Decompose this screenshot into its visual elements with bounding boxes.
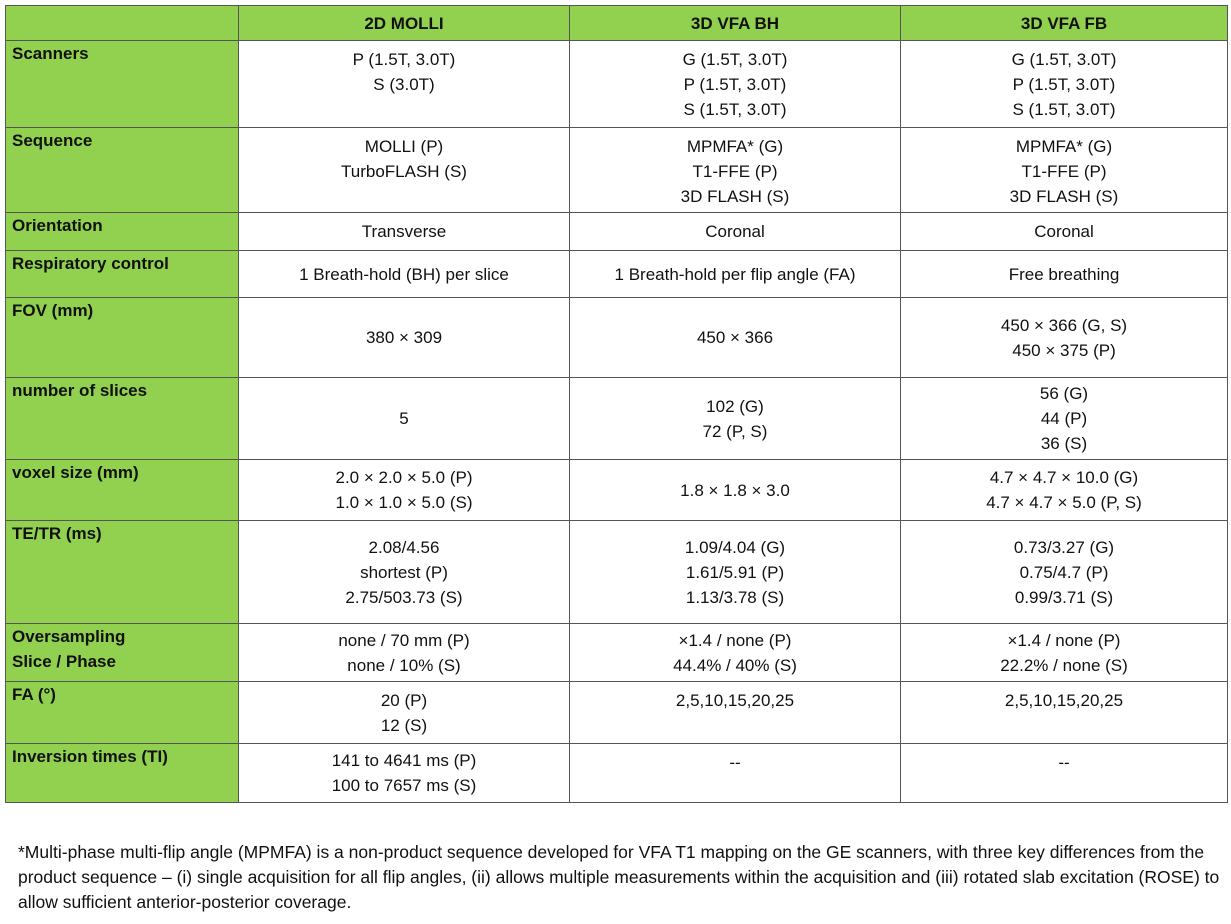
cell-line: 450 × 375 (P) [1012, 340, 1116, 360]
table-cell [239, 298, 570, 378]
row-header-label: Slice / Phase [12, 652, 116, 671]
cell-line: 4.7 × 4.7 × 10.0 (G) [989, 468, 1139, 487]
cell-line: 1 Breath-hold per flip angle (FA) [614, 264, 856, 284]
cell-line: none / 10% (S) [347, 655, 461, 675]
row-header-label: Oversampling [12, 627, 126, 646]
table-cell [570, 251, 901, 298]
cell-line: 2.75/503.73 (S) [345, 587, 463, 607]
table-header-row [6, 6, 1228, 41]
table-cell [570, 624, 901, 682]
cell-line: 450 × 366 [696, 328, 774, 347]
table-cell [901, 298, 1228, 378]
cell-line: MPMFA* (G) [1015, 137, 1113, 156]
table-cell [570, 378, 901, 460]
cell-line: 44 (P) [1040, 409, 1088, 428]
table-cell [239, 624, 570, 682]
cell-line: 380 × 309 [365, 328, 443, 347]
table-cell [901, 128, 1228, 213]
table-cell [239, 744, 570, 803]
table-cell [239, 521, 570, 624]
cell-line: 0.99/3.71 (S) [1014, 587, 1114, 607]
table-cell [570, 744, 901, 803]
table-cell [239, 460, 570, 521]
row-header-cell [6, 624, 239, 682]
cell-line: 141 to 4641 ms (P) [331, 751, 477, 770]
cell-line: 450 × 366 (G, S) [1000, 315, 1128, 335]
row-header-cell [6, 213, 239, 251]
cell-line: TurboFLASH (S) [341, 162, 467, 181]
cell-line: -- [1058, 753, 1070, 772]
cell-line: 2,5,10,15,20,25 [675, 691, 795, 710]
cell-line: Free breathing [1008, 264, 1120, 284]
cell-line: P (1.5T, 3.0T) [683, 75, 787, 94]
row-header-cell [6, 521, 239, 624]
table-cell [570, 41, 901, 128]
cell-line: 2.0 × 2.0 × 5.0 (P) [335, 468, 473, 487]
cell-line: S (1.5T, 3.0T) [1012, 100, 1116, 119]
cell-line: 44.4% / 40% (S) [673, 655, 797, 675]
cell-line: 1.8 × 1.8 × 3.0 [680, 480, 790, 500]
cell-line: P (1.5T, 3.0T) [352, 50, 456, 69]
table-row [6, 378, 1228, 460]
table-cell [901, 41, 1228, 128]
table-cell [239, 128, 570, 213]
column-header: 3D VFA BH [570, 6, 901, 41]
cell-line: MOLLI (P) [364, 137, 444, 156]
table-cell [239, 213, 570, 251]
table-body [6, 41, 1228, 803]
cell-line: G (1.5T, 3.0T) [682, 50, 788, 69]
cell-line: Transverse [361, 222, 447, 241]
cell-line: MPMFA* (G) [686, 137, 784, 156]
table-cell [570, 128, 901, 213]
footnote: *Multi-phase multi-flip angle (MPMFA) is a non-product sequence developed for VFA T1 mapping on the GE scanners, with three key differences from the product sequence – (i) single acquisition for all flip angles, (ii) allows multiple measurements within the acquisition and (iii) rotated slab excitation (ROSE) to allow sufficient anterior-posterior coverage. [18, 842, 1220, 912]
cell-line: 102 (G) [706, 396, 764, 416]
row-header-label: Inversion times (TI) [12, 747, 168, 766]
table-row [6, 682, 1228, 744]
row-header-cell [6, 41, 239, 128]
cell-line: 2,5,10,15,20,25 [1004, 691, 1124, 710]
cell-line: ×1.4 / none (P) [678, 630, 792, 650]
row-header-label: FA (°) [12, 685, 56, 704]
cell-line: shortest (P) [360, 562, 448, 582]
row-header-label: Sequence [12, 131, 93, 150]
table-cell [901, 251, 1228, 298]
table-row [6, 744, 1228, 803]
cell-line: 22.2% / none (S) [1000, 655, 1128, 675]
table-row [6, 460, 1228, 521]
table-cell [570, 213, 901, 251]
cell-line: 4.7 × 4.7 × 5.0 (P, S) [986, 493, 1142, 512]
cell-line: -- [729, 753, 741, 772]
cell-line: Coronal [1034, 222, 1094, 241]
cell-line: T1-FFE (P) [1021, 162, 1107, 181]
row-header-label: Orientation [12, 216, 103, 235]
cell-line: Coronal [705, 222, 765, 241]
table-cell [570, 460, 901, 521]
cell-line: 1.61/5.91 (P) [685, 562, 785, 582]
cell-line: T1-FFE (P) [692, 162, 778, 181]
cell-line: ×1.4 / none (P) [1007, 630, 1121, 650]
cell-line: 0.73/3.27 (G) [1013, 537, 1115, 557]
row-header-cell [6, 378, 239, 460]
table-row [6, 624, 1228, 682]
cell-line: 5 [399, 409, 409, 428]
table-cell [901, 460, 1228, 521]
table-cell [901, 378, 1228, 460]
column-header: 3D VFA FB [901, 6, 1228, 41]
cell-line: G (1.5T, 3.0T) [1011, 50, 1117, 69]
cell-line: 1.0 × 1.0 × 5.0 (S) [335, 493, 473, 512]
table-cell [901, 521, 1228, 624]
cell-line: 3D FLASH (S) [680, 187, 790, 206]
row-header-cell [6, 298, 239, 378]
column-header: 2D MOLLI [239, 6, 570, 41]
cell-line: 2.08/4.56 [368, 537, 440, 557]
row-header-label: number of slices [12, 381, 148, 400]
cell-line: 56 (G) [1039, 384, 1089, 403]
table-cell [570, 298, 901, 378]
table-cell [239, 251, 570, 298]
cell-line: 0.75/4.7 (P) [1019, 562, 1109, 582]
table-cell [239, 41, 570, 128]
cell-line: S (1.5T, 3.0T) [683, 100, 787, 119]
cell-line: 1.13/3.78 (S) [685, 587, 785, 607]
table-row [6, 251, 1228, 298]
cell-line: 100 to 7657 ms (S) [331, 776, 477, 795]
cell-line: 3D FLASH (S) [1009, 187, 1119, 206]
row-header-cell [6, 682, 239, 744]
header-corner-cell [6, 6, 239, 41]
cell-line: 1.09/4.04 (G) [684, 537, 786, 557]
cell-line: 72 (P, S) [702, 421, 768, 441]
table-cell [901, 744, 1228, 803]
row-header-cell [6, 744, 239, 803]
cell-line: 36 (S) [1040, 434, 1088, 453]
table-cell [239, 378, 570, 460]
cell-line: 20 (P) [380, 691, 428, 710]
table-row [6, 41, 1228, 128]
row-header-cell [6, 251, 239, 298]
row-header-label: FOV (mm) [12, 301, 94, 320]
table-cell [901, 213, 1228, 251]
table-row [6, 128, 1228, 213]
table-cell [570, 521, 901, 624]
cell-line: 1 Breath-hold (BH) per slice [299, 264, 509, 284]
table-row [6, 521, 1228, 624]
table-cell [570, 682, 901, 744]
row-header-label: Scanners [12, 44, 89, 63]
row-header-label: voxel size (mm) [12, 463, 139, 482]
row-header-cell [6, 128, 239, 213]
table-cell [239, 682, 570, 744]
row-header-cell [6, 460, 239, 521]
row-header-label: Respiratory control [12, 254, 169, 273]
table-row [6, 213, 1228, 251]
parameters-table [5, 5, 1228, 803]
table-cell [901, 624, 1228, 682]
row-header-label: TE/TR (ms) [12, 524, 102, 543]
cell-line: 12 (S) [380, 716, 428, 735]
cell-line: none / 70 mm (P) [338, 630, 470, 650]
table-row [6, 298, 1228, 378]
cell-line: P (1.5T, 3.0T) [1012, 75, 1116, 94]
table-cell [901, 682, 1228, 744]
cell-line: S (3.0T) [373, 75, 435, 94]
